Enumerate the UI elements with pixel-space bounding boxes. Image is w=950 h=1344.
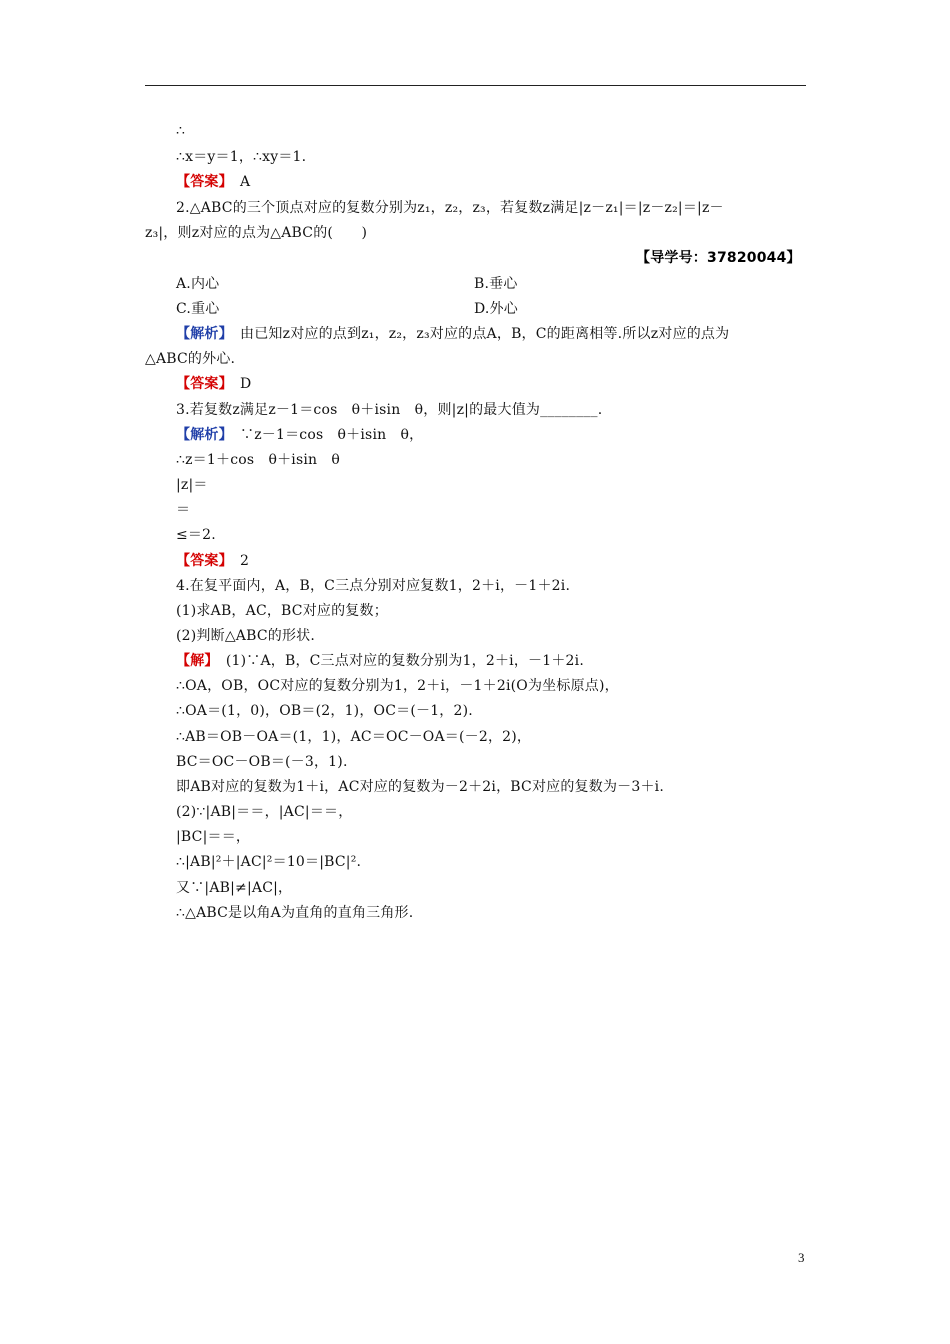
answer-value: A	[240, 174, 251, 190]
analysis-tag: 【解析】	[176, 326, 226, 342]
solution-line: ∴|AB|²＋|AC|²＝10＝|BC|².	[176, 854, 362, 870]
option-c: C.重心	[176, 301, 220, 317]
option-d: D.外心	[474, 301, 518, 317]
answer-tag: 【答案】	[176, 553, 226, 569]
answer-tag: 【答案】	[176, 174, 226, 190]
answer-tag: 【答案】	[176, 376, 226, 392]
analysis-line-2b: △ABC的外心.	[145, 351, 236, 367]
analysis-line-3	[176, 425, 423, 445]
question-3: 3.若复数z满足z－1＝cos θ＋isin θ，则|z|的最大值为________.	[176, 402, 603, 418]
therefore-line: ∴	[176, 123, 186, 139]
solution-line: ∴AB＝OB－OA＝(1，1)，AC＝OC－OA＝(－2，2)，	[176, 729, 532, 745]
solution-line: ∴OA，OB，OC对应的复数分别为1，2＋i，－1＋2i(O为坐标原点)，	[176, 678, 619, 694]
option-a: A.内心	[176, 276, 220, 292]
analysis-text: ∵z－1＝cos θ＋isin θ，	[240, 427, 424, 443]
solution-line: |z|＝	[176, 477, 208, 493]
solution-header-line	[176, 651, 584, 671]
analysis-line-2	[176, 324, 729, 344]
result-line: ∴x＝y＝1，∴xy＝1.	[176, 149, 307, 165]
question-4: 4.在复平面内，A，B，C三点分别对应复数1，2＋i，－1＋2i.	[176, 578, 571, 594]
analysis-tag: 【解析】	[176, 427, 226, 443]
solution-line: 又∵|AB|≠|AC|，	[176, 880, 293, 896]
answer-value: 2	[240, 553, 250, 569]
reference-number: 【导学号：37820044】	[636, 250, 801, 266]
answer-line-2	[176, 374, 251, 394]
header-rule	[145, 85, 806, 86]
solution-line: ≤＝2.	[176, 527, 216, 543]
solution-tag: 【解】	[176, 653, 212, 669]
question-2-line-2: z₃|，则z对应的点为△ABC的( )	[145, 225, 368, 241]
solution-line: (2)∵|AB|＝＝，|AC|＝＝，	[176, 804, 353, 820]
conclusion-line: ∴△ABC是以角A为直角的直角三角形.	[176, 905, 414, 921]
solution-line: ∴z＝1＋cos θ＋isin θ	[176, 452, 341, 468]
solution-line: |BC|＝＝，	[176, 829, 251, 845]
answer-line-1	[176, 172, 250, 192]
page-number: 3	[798, 1250, 805, 1265]
solution-line: 即AB对应的复数为1＋i，AC对应的复数为－2＋2i，BC对应的复数为－3＋i.	[176, 779, 664, 795]
analysis-text: 由已知z对应的点到z₁，z₂，z₃对应的点A，B，C的距离相等.所以z对应的点为	[240, 326, 730, 342]
option-b: B.垂心	[474, 276, 518, 292]
solution-line: ＝	[176, 502, 191, 518]
solution-line: ∴OA＝(1，0)，OB＝(2，1)，OC＝(－1，2).	[176, 703, 473, 719]
answer-value: D	[240, 376, 252, 392]
solution-line: BC＝OC－OB＝(－3，1).	[176, 754, 348, 770]
answer-line-3	[176, 551, 249, 571]
question-4-part-1: (1)求AB，AC，BC对应的复数；	[176, 603, 388, 619]
solution-text: (1)∵A，B，C三点对应的复数分别为1，2＋i，－1＋2i.	[225, 653, 584, 669]
question-2-line-1: 2.△ABC的三个顶点对应的复数分别为z₁，z₂，z₃，若复数z满足|z－z₁|＝|z－z₂|＝|z－	[176, 200, 724, 216]
question-4-part-2: (2)判断△ABC的形状.	[176, 628, 316, 644]
